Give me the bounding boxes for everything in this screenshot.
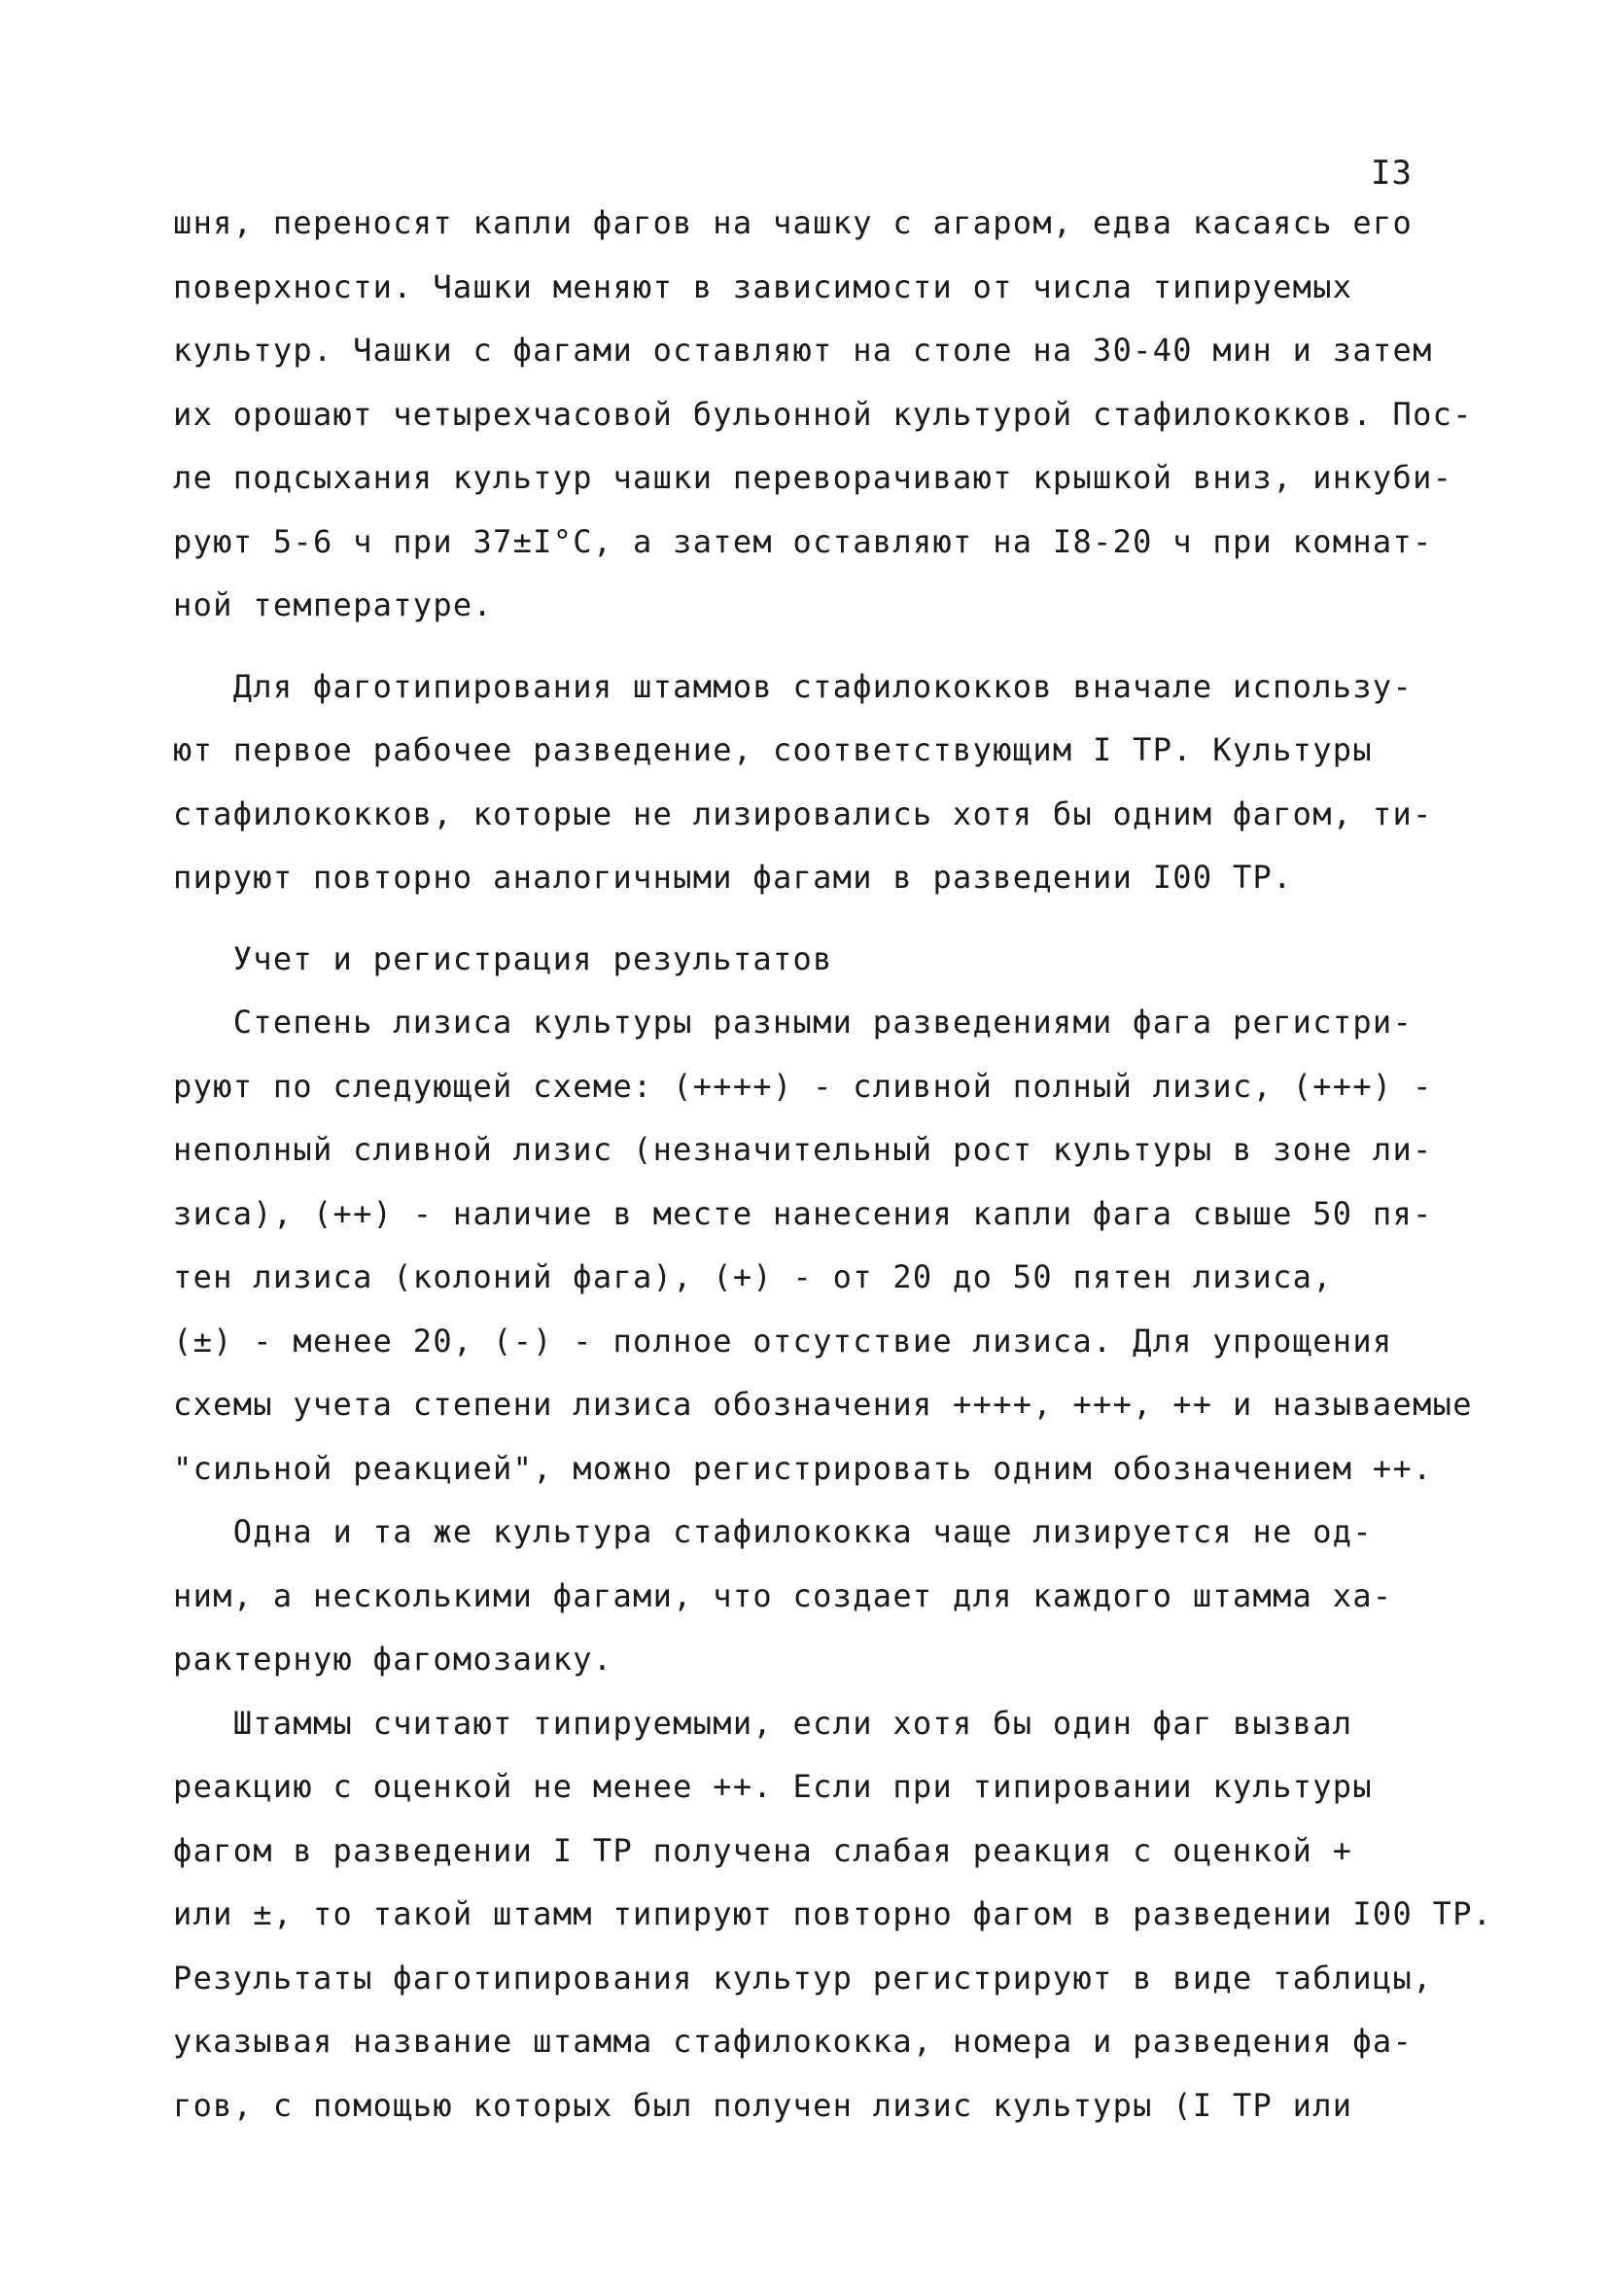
text-line: руют 5-6 ч при 37±I°С, а затем оставляют на I8-20 ч при комнат- [173,522,1433,560]
text-line: стафилококков, которые не лизировались хотя бы одним фагом, ти- [173,795,1433,832]
text-line: зиса), (++) - наличие в месте нанесения капли фага свыше 50 пя- [173,1194,1433,1232]
text-line: Одна и та же культура стафилококка чаще лизируется не од- [173,1513,1373,1550]
text-line: рактерную фагомозаику. [173,1641,613,1678]
heading-line: Учет и регистрация результатов [173,939,833,977]
paragraph-4 [173,1501,1495,1692]
paragraph-gap [173,910,1495,928]
text-line: руют по следующей схеме: (++++) - сливной полный лизис, (+++) - [173,1067,1433,1105]
text-line: Результаты фаготипирования культур регистрируют в виде таблицы, [173,1959,1433,1996]
paragraph-gap [173,638,1495,655]
text-line: "сильной реакцией", можно регистрировать одним обозначением ++. [173,1449,1433,1487]
text-line: реакцию с оценкой не менее ++. Если при типировании культуры [173,1768,1373,1805]
text-line: гов, с помощью которых был получен лизис культуры (I ТР или [173,2086,1353,2124]
text-line: (±) - менее 20, (-) - полное отсутствие лизиса. Для упрощения [173,1322,1393,1360]
text-line: пируют повторно аналогичными фагами в разведении I00 ТР. [173,859,1293,896]
text-line: фагом в разведении I ТР получена слабая реакция с оценкой + [173,1831,1353,1869]
text-line: поверхности. Чашки меняют в зависимости от числа типируемых [173,267,1353,305]
body-text [173,192,1495,2137]
text-line: или ±, то такой штамм типируют повторно фагом в разведении I00 ТР. [173,1895,1493,1932]
text-line: указывая название штамма стафилококка, номера и разведения фа- [173,2023,1414,2060]
text-line: схемы учета степени лизиса обозначения ++++, +++, ++ и называемые [173,1386,1473,1423]
section-heading [173,928,1495,992]
text-line: неполный сливной лизис (незначительный рост культуры в зоне ли- [173,1131,1433,1168]
text-line: ной температуре. [173,586,494,623]
text-line: тен лизиса (колоний фага), (+) - от 20 до 50 пятен лизиса, [173,1258,1333,1295]
text-line: шня, переносят капли фагов на чашку с агаром, едва касаясь его [173,204,1414,241]
text-line: ле подсыхания культур чашки переворачивают крышкой вниз, инкуби- [173,459,1453,496]
text-line: Штаммы считают типируемыми, если хотя бы один фаг вызвал [173,1704,1353,1742]
text-line: Степень лизиса культуры разными разведениями фага регистри- [173,1004,1414,1041]
paragraph-3 [173,991,1495,1501]
page-number: I3 [1371,154,1413,193]
text-line: ним, а несколькими фагами, что создает для каждого штамма ха- [173,1576,1393,1614]
text-line: ют первое рабочее разведение, соответствующим I ТР. Культуры [173,731,1373,768]
paragraph-2 [173,655,1495,910]
paragraph-5 [173,1692,1495,2138]
text-line: Для фаготипирования штаммов стафилококков вначале использу- [173,667,1414,705]
text-line: культур. Чашки с фагами оставляют на столе на 30-40 мин и затем [173,332,1433,369]
text-line: их орошают четырехчасовой бульонной культурой стафилококков. Пос- [173,395,1473,433]
paragraph-1 [173,192,1495,638]
